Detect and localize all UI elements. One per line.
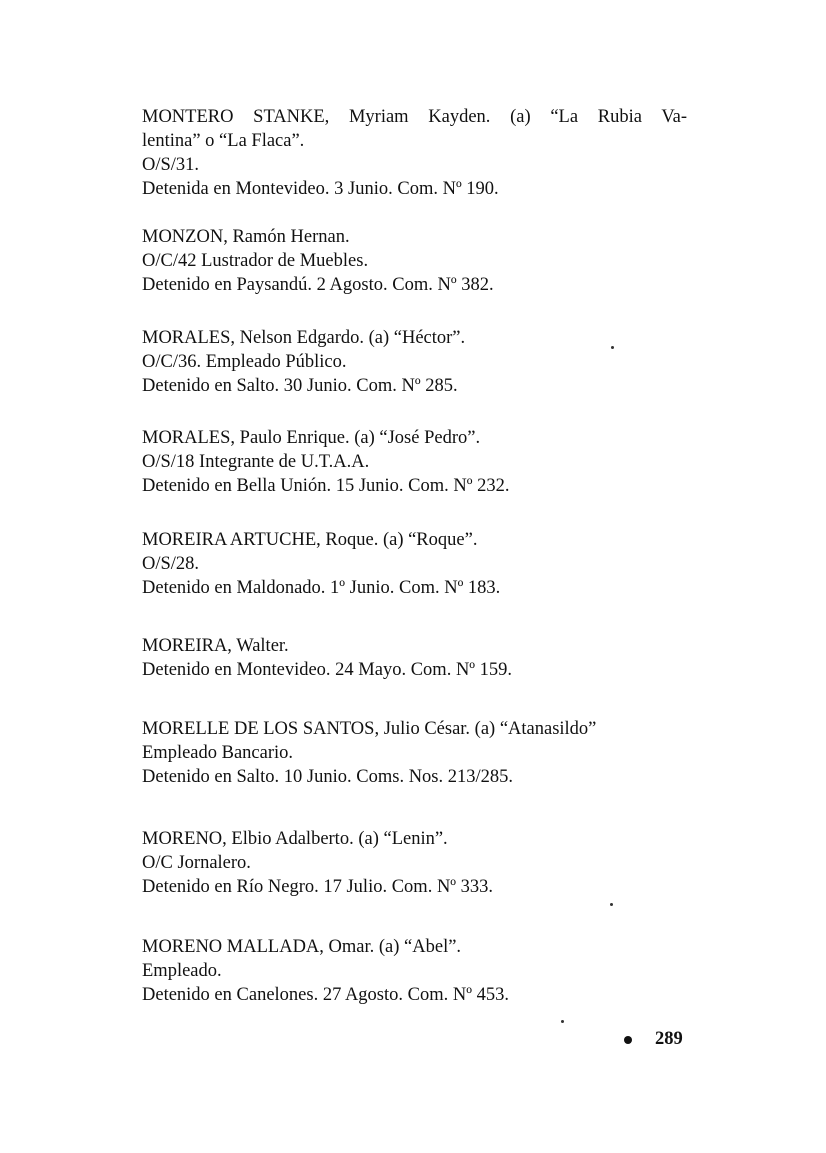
- entry-line: Detenida en Montevideo. 3 Junio. Com. Nº 190.: [142, 179, 499, 199]
- entry-line: O/S/31.: [142, 155, 200, 175]
- entry-line: Empleado.: [142, 961, 222, 981]
- list-entry-monzon: [142, 225, 687, 297]
- page-number: 289: [655, 1029, 683, 1049]
- entry-line: Detenido en Salto. 30 Junio. Com. Nº 285.: [142, 376, 458, 396]
- entry-heading: MOREIRA, Walter.: [142, 636, 289, 656]
- entry-line: Empleado Bancario.: [142, 743, 294, 763]
- scan-speck: [561, 1020, 564, 1023]
- entry-heading: MORENO MALLADA, Omar. (a) “Abel”.: [142, 937, 462, 957]
- entry-line: Detenido en Río Negro. 17 Julio. Com. Nº 333.: [142, 877, 494, 897]
- list-entry-morales-paulo: [142, 426, 687, 498]
- entry-line: Detenido en Salto. 10 Junio. Coms. Nos. 213/285.: [142, 767, 514, 787]
- list-entry-morales-nelson: [142, 326, 687, 398]
- entry-line: lentina” o “La Flaca”.: [142, 131, 305, 151]
- list-entry-montero-stanke: [142, 105, 687, 201]
- scan-speck: [611, 346, 614, 349]
- entry-heading: MORALES, Nelson Edgardo. (a) “Héctor”.: [142, 328, 466, 348]
- entry-line: Detenido en Paysandú. 2 Agosto. Com. Nº 382.: [142, 275, 494, 295]
- entry-line: Detenido en Canelones. 27 Agosto. Com. Nº 453.: [142, 985, 509, 1005]
- entry-heading: MONTERO STANKE, Myriam Kayden. (a) “La Rubia Va-: [142, 107, 687, 127]
- entry-heading: MOREIRA ARTUCHE, Roque. (a) “Roque”.: [142, 530, 478, 550]
- list-entry-moreira-artuche: [142, 528, 687, 600]
- entry-line: O/S/18 Integrante de U.T.A.A.: [142, 452, 370, 472]
- entry-heading: MORALES, Paulo Enrique. (a) “José Pedro”.: [142, 428, 481, 448]
- entry-heading: MORENO, Elbio Adalberto. (a) “Lenin”.: [142, 829, 448, 849]
- entry-line: Detenido en Montevideo. 24 Mayo. Com. Nº 159.: [142, 660, 513, 680]
- list-entry-moreira-walter: [142, 634, 687, 682]
- entry-line: Detenido en Maldonado. 1º Junio. Com. Nº 183.: [142, 578, 501, 598]
- bullet-icon: [624, 1036, 632, 1044]
- entry-line: O/C/42 Lustrador de Muebles.: [142, 251, 369, 271]
- entry-heading: MORELLE DE LOS SANTOS, Julio César. (a) “Atanasildo”: [142, 719, 597, 739]
- list-entry-morelle-de-los-santos: [142, 717, 687, 789]
- entry-line: Detenido en Bella Unión. 15 Junio. Com. Nº 232.: [142, 476, 510, 496]
- list-entry-moreno-elbio: [142, 827, 687, 899]
- entry-line: O/S/28.: [142, 554, 200, 574]
- scan-speck: [610, 903, 613, 906]
- entry-heading: MONZON, Ramón Hernan.: [142, 227, 350, 247]
- list-entry-moreno-mallada: [142, 935, 687, 1007]
- entry-line: O/C/36. Empleado Público.: [142, 352, 347, 372]
- entry-line: O/C Jornalero.: [142, 853, 251, 873]
